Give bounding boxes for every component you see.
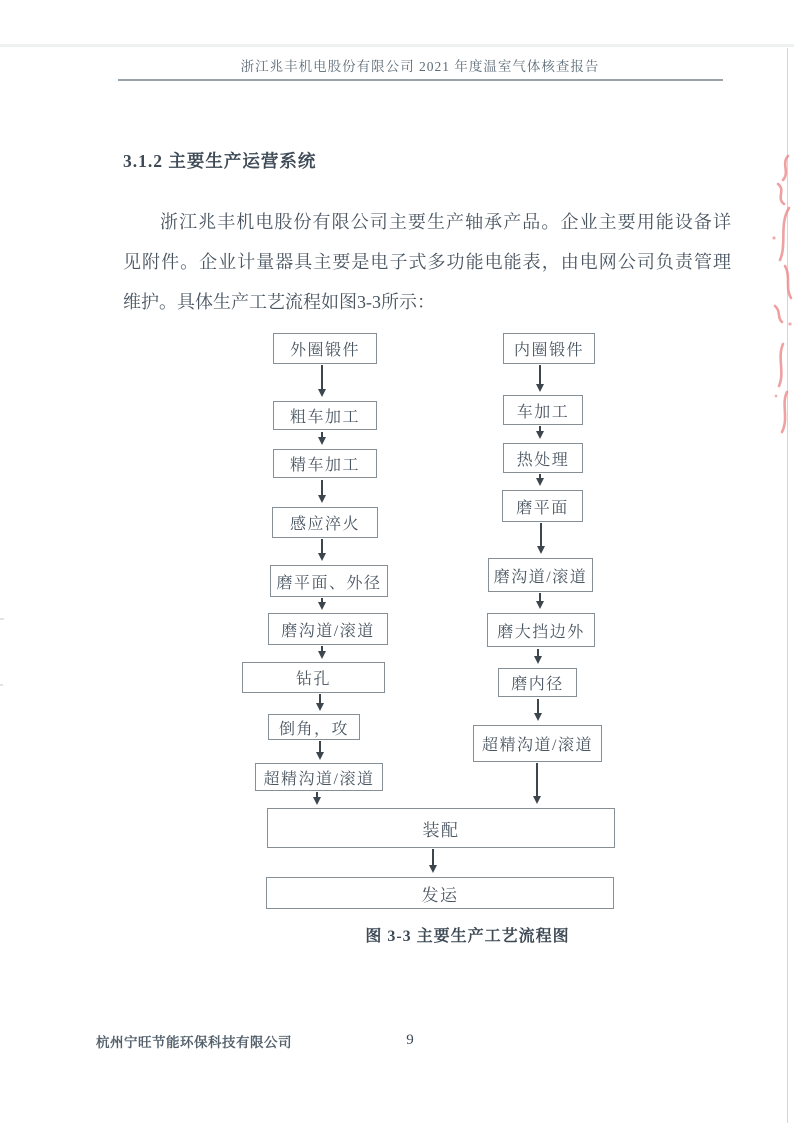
flow-arrow (321, 480, 323, 499)
flow-arrow (316, 792, 318, 801)
paragraph-line: 维护。具体生产工艺流程如图3-3所示： (123, 292, 435, 312)
flow-node-grind-raceway-right: 磨沟道/滚道 (488, 558, 593, 592)
flow-node-heat-treatment: 热处理 (503, 443, 583, 473)
paragraph-line: 见附件。企业计量器具主要是电子式多功能电能表，由电网公司负责管理 (123, 252, 731, 272)
flow-node-grind-id: 磨内径 (498, 668, 577, 697)
flow-arrow (537, 699, 539, 717)
flow-arrow (540, 523, 542, 550)
flow-node-assembly: 装配 (267, 808, 615, 848)
flow-arrow (536, 763, 538, 800)
flow-node-superfinish-raceway-right: 超精沟道/滚道 (473, 725, 602, 762)
scan-artifact-band (0, 44, 794, 47)
flow-node-grind-face-od: 磨平面、外径 (270, 565, 388, 597)
flow-arrow (319, 694, 321, 707)
flow-arrow (319, 741, 321, 756)
figure-caption: 图 3-3 主要生产工艺流程图 (365, 928, 570, 945)
flow-node-grind-face: 磨平面 (502, 490, 583, 522)
scan-speck (0, 684, 3, 686)
flow-arrow (432, 849, 434, 869)
red-seal-fragment (766, 148, 794, 438)
page-number: 9 (406, 1032, 414, 1048)
flow-node-fine-turning: 精车加工 (273, 449, 377, 478)
flow-arrow (539, 474, 541, 482)
flow-arrow (321, 598, 323, 606)
flow-arrow (321, 646, 323, 655)
flow-node-shipping: 发运 (266, 877, 614, 909)
flow-node-grind-raceway-left: 磨沟道/滚道 (268, 613, 388, 645)
scan-speck (0, 618, 4, 620)
paragraph-line: 浙江兆丰机电股份有限公司主要生产轴承产品。企业主要用能设备详 (160, 212, 731, 232)
section-heading: 3.1.2 主要生产运营系统 (123, 151, 317, 171)
flow-arrow (539, 593, 541, 605)
flow-arrow (539, 426, 541, 435)
footer-company-name: 杭州宁旺节能环保科技有限公司 (96, 1035, 292, 1050)
header-rule (118, 79, 723, 81)
flow-node-grind-rib: 磨大挡边外 (487, 613, 595, 647)
flow-node-induction-hardening: 感应淬火 (272, 507, 378, 538)
flow-node-chamfer-tapping: 倒角，攻 (268, 714, 360, 740)
flow-node-outer-ring-forging: 外圈锻件 (273, 333, 377, 364)
flow-arrow (321, 432, 323, 441)
flow-arrow (539, 365, 541, 388)
flow-arrow (321, 365, 323, 393)
flow-node-inner-ring-forging: 内圈锻件 (503, 333, 595, 364)
flow-node-rough-turning: 粗车加工 (273, 401, 377, 430)
flow-node-superfinish-raceway-left: 超精沟道/滚道 (255, 763, 383, 791)
flow-node-turning: 车加工 (503, 395, 583, 425)
flow-arrow (537, 649, 539, 660)
body-paragraph (123, 202, 731, 322)
report-header-title: 浙江兆丰机电股份有限公司 2021 年度温室气体核查报告 (240, 59, 600, 74)
flow-arrow (321, 539, 323, 557)
flow-node-drilling: 钻孔 (242, 662, 385, 693)
